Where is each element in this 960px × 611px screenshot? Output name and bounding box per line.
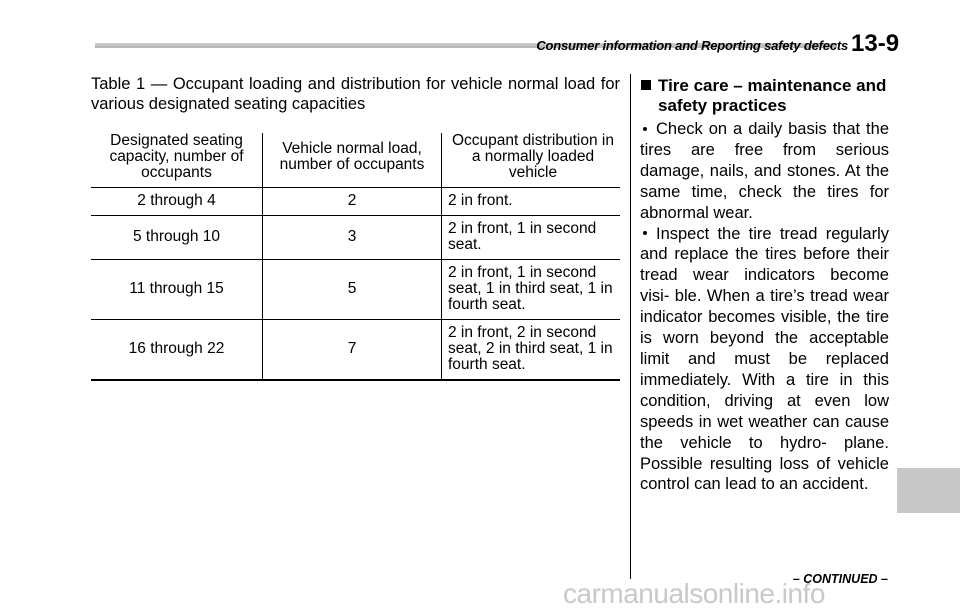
watermark: carmanualsonline.info xyxy=(563,578,825,609)
bullet-icon xyxy=(643,127,647,131)
table-caption-line-2: various designated seating capacities xyxy=(91,95,366,113)
cell-normal-load: 5 xyxy=(263,260,442,320)
paragraph-daily-check xyxy=(640,119,889,224)
cell-normal-load: 7 xyxy=(263,320,442,381)
occupant-loading-table xyxy=(91,133,620,381)
cell-seating-capacity: 11 through 15 xyxy=(91,260,263,320)
table-row xyxy=(91,216,620,260)
page-number: 13-9 xyxy=(851,30,900,57)
cell-seating-capacity: 16 through 22 xyxy=(91,320,263,381)
cell-seating-capacity: 5 through 10 xyxy=(91,216,263,260)
cell-occupant-distribution: 2 in front, 2 in second seat, 2 in third seat, 1 in fourth seat. xyxy=(442,320,621,381)
left-column xyxy=(91,74,620,381)
square-bullet-icon xyxy=(641,80,651,90)
section-title: Tire care – maintenance and safety practices xyxy=(658,76,887,115)
chapter-tab xyxy=(897,468,960,513)
cell-normal-load: 3 xyxy=(263,216,442,260)
table-caption-line-1: Table 1 — Occupant loading and distribution for vehicle normal load for xyxy=(91,75,620,93)
bullet-icon xyxy=(643,231,647,235)
running-title: Consumer information and Reporting safety defects xyxy=(536,38,848,53)
cell-seating-capacity: 2 through 4 xyxy=(91,188,263,216)
table-row xyxy=(91,260,620,320)
column-divider xyxy=(630,74,631,579)
right-column xyxy=(640,76,889,495)
continued-marker: – CONTINUED – xyxy=(792,572,888,586)
header-seating-capacity: Designated seating capacity, number of occupants xyxy=(91,133,263,188)
cell-occupant-distribution: 2 in front, 1 in second seat, 1 in third seat, 1 in fourth seat. xyxy=(442,260,621,320)
cell-normal-load: 2 xyxy=(263,188,442,216)
paragraph-tread-inspection xyxy=(640,224,889,496)
header-normal-load: Vehicle normal load, number of occupants xyxy=(263,133,442,188)
table-row xyxy=(91,320,620,381)
header-occupant-distribution: Occupant distribution in a normally loaded vehicle xyxy=(442,133,621,188)
table-caption xyxy=(91,74,620,114)
paragraph-text: Inspect the tire tread regularly and replace the tires before their tread wear indicators become visi- ble. When a tire’s tread wear indicator becomes visible, the tire is worn beyond the acceptable limit and must be replaced immediately. With a tire in this condition, driving at even low speeds in wet weather can cause the vehicle to hydro- plane. Possible resulting loss of vehicle control can lead to an accident. xyxy=(640,224,889,494)
cell-occupant-distribution: 2 in front. xyxy=(442,188,621,216)
table-header-row xyxy=(91,133,620,188)
cell-occupant-distribution: 2 in front, 1 in second seat. xyxy=(442,216,621,260)
paragraph-text: Check on a daily basis that the tires are free from serious damage, nails, and stones. At the same time, check the tires for abnormal wear. xyxy=(640,120,889,222)
table-row xyxy=(91,188,620,216)
section-heading xyxy=(640,76,889,116)
